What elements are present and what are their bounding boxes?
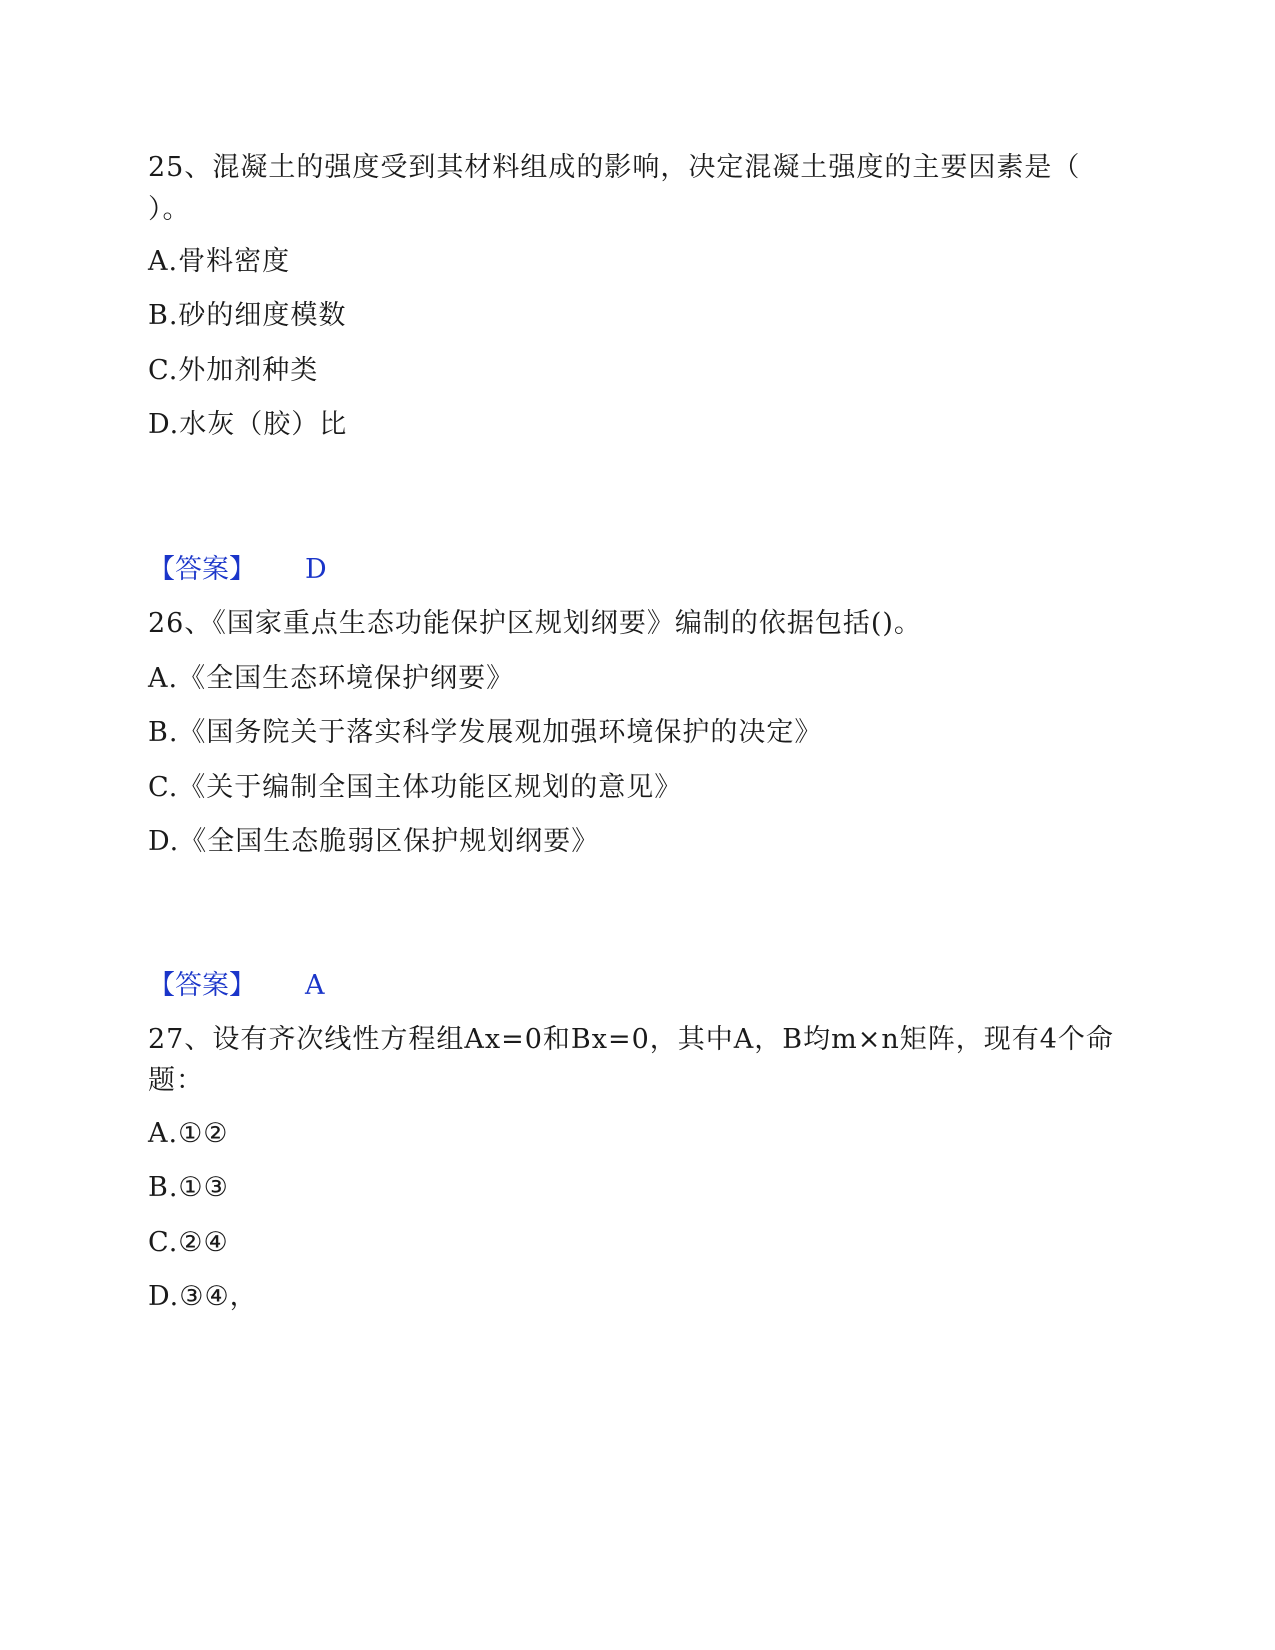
question-26-stem-line1: 26、《国家重点生态功能保护区规划纲要》编制的依据包括()。 bbox=[148, 608, 922, 639]
question-27-stem-line1: 27、设有齐次线性方程组Ax=0和Bx=0，其中A，B均m×n矩阵，现有4个命 bbox=[148, 1024, 1114, 1055]
question-27-option-a: A.①② bbox=[148, 1118, 229, 1149]
question-25-stem-line2: ）。 bbox=[148, 194, 191, 225]
question-25-option-a: A.骨料密度 bbox=[148, 246, 291, 277]
question-25-answer-label: 【答案】 bbox=[148, 554, 256, 585]
question-25-option-c: C.外加剂种类 bbox=[148, 355, 319, 386]
question-27-stem-line2: 题： bbox=[148, 1065, 204, 1096]
question-27-option-c: C.②④ bbox=[148, 1227, 229, 1258]
question-27-option-d: D.③④， bbox=[148, 1281, 258, 1312]
question-25-option-b: B.砂的细度模数 bbox=[148, 300, 347, 331]
question-25-option-d: D.水灰（胶）比 bbox=[148, 409, 348, 440]
question-26-option-c: C.《关于编制全国主体功能区规划的意见》 bbox=[148, 772, 683, 803]
question-26-answer-label: 【答案】 bbox=[148, 970, 256, 1001]
question-27-option-b: B.①③ bbox=[148, 1172, 229, 1203]
question-26-option-a: A.《全国生态环境保护纲要》 bbox=[148, 663, 515, 694]
question-26-answer-value: A bbox=[305, 970, 325, 1001]
question-26-option-d: D.《全国生态脆弱区保护规划纲要》 bbox=[148, 826, 600, 857]
question-26-option-b: B.《国务院关于落实科学发展观加强环境保护的决定》 bbox=[148, 717, 823, 748]
question-25-answer-value: D bbox=[305, 554, 327, 585]
question-25-stem-line1: 25、混凝土的强度受到其材料组成的影响，决定混凝土强度的主要因素是（ bbox=[148, 152, 1081, 183]
